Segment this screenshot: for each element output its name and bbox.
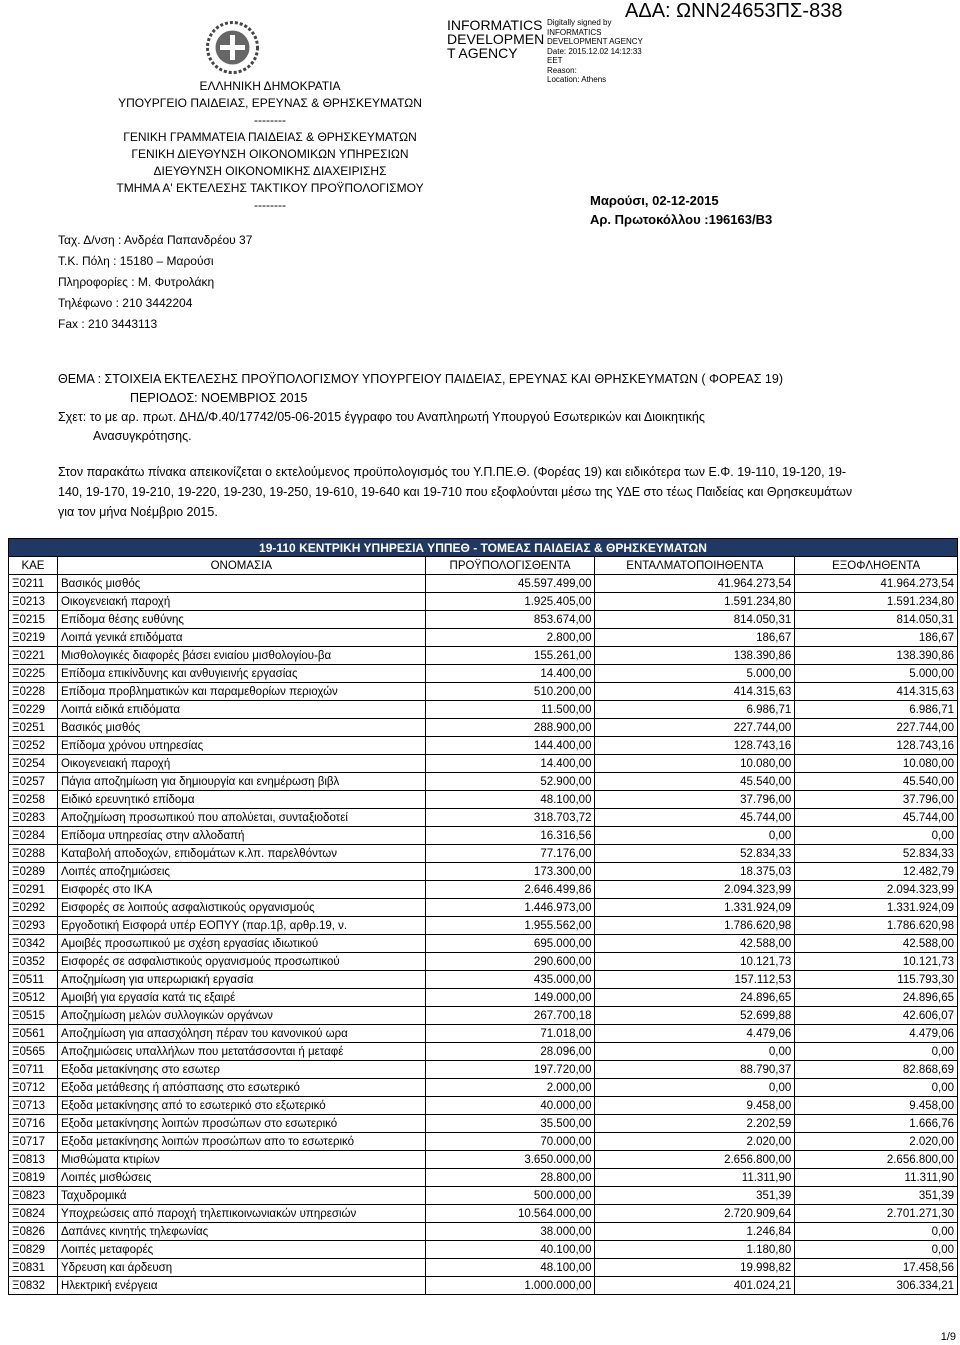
name-cell: Δαπάνες κινητής τηλεφωνίας (57, 1223, 425, 1241)
kae-cell: Ξ0561 (9, 1025, 58, 1043)
name-cell: Οικογενειακή παροχή (57, 593, 425, 611)
table-row (9, 701, 958, 719)
table-row (9, 1061, 958, 1079)
paid-cell: 1.591.234,80 (795, 593, 958, 611)
budgeted-cell: 28.096,00 (425, 1043, 595, 1061)
name-cell: Εξοδα μετάθεσης ή απόσπασης στο εσωτερικό (57, 1079, 425, 1097)
table-row (9, 1043, 958, 1061)
paid-cell: 45.744,00 (795, 809, 958, 827)
table-row (9, 989, 958, 1007)
table-row (9, 971, 958, 989)
paid-cell: 128.743,16 (795, 737, 958, 755)
document-date: Μαρούσι, 02-12-2015 (590, 193, 719, 208)
kae-cell: Ξ0211 (9, 575, 58, 593)
table-row (9, 809, 958, 827)
warranted-cell: 157.112,53 (595, 971, 795, 989)
paid-cell: 1.786.620,98 (795, 917, 958, 935)
table-row (9, 647, 958, 665)
paid-cell: 0,00 (795, 1079, 958, 1097)
budgeted-cell: 318.703,72 (425, 809, 595, 827)
warranted-cell: 52.699,88 (595, 1007, 795, 1025)
paid-cell: 0,00 (795, 1223, 958, 1241)
kae-cell: Ξ0717 (9, 1133, 58, 1151)
table-row (9, 1079, 958, 1097)
name-cell: Πάγια αποζημίωση για δημιουργία και ενημέρωση βιβλ (57, 773, 425, 791)
budgeted-cell: 1.446.973,00 (425, 899, 595, 917)
budgeted-cell: 149.000,00 (425, 989, 595, 1007)
org-line: ΕΛΛΗΝΙΚΗ ΔΗΜΟΚΡΑΤΙΑ (199, 79, 341, 93)
kae-cell: Ξ0716 (9, 1115, 58, 1133)
warranted-cell: 41.964.273,54 (595, 575, 795, 593)
kae-cell: Ξ0826 (9, 1223, 58, 1241)
warranted-cell: 0,00 (595, 1079, 795, 1097)
warranted-cell: 11.311,90 (595, 1169, 795, 1187)
budgeted-cell: 2.646.499,86 (425, 881, 595, 899)
table-row (9, 899, 958, 917)
name-cell: Εξοδα μετακίνησης λοιπών προσώπων απο το εσωτερικό (57, 1133, 425, 1151)
budgeted-cell: 11.500,00 (425, 701, 595, 719)
kae-cell: Ξ0293 (9, 917, 58, 935)
name-cell: Αποζημίωση προσωπικού που απολύεται, συνταξιοδοτεί (57, 809, 425, 827)
paid-cell: 2.656.800,00 (795, 1151, 958, 1169)
contact-line: Τ.Κ. Πόλη : 15180 – Μαρούσι (58, 254, 214, 268)
greek-emblem-icon (205, 20, 260, 75)
budgeted-cell: 290.600,00 (425, 953, 595, 971)
signature-line: Digitally signed by (547, 18, 612, 27)
kae-cell: Ξ0824 (9, 1205, 58, 1223)
contact-line: Ταχ. Δ/νση : Ανδρέα Παπανδρέου 37 (58, 233, 253, 247)
warranted-cell: 6.986,71 (595, 701, 795, 719)
paid-cell: 306.334,21 (795, 1277, 958, 1295)
table-row (9, 1115, 958, 1133)
budgeted-cell: 853.674,00 (425, 611, 595, 629)
kae-cell: Ξ0712 (9, 1079, 58, 1097)
name-cell: Εξοδα μετακίνησης στο εσωτερ (57, 1061, 425, 1079)
col-header-kae: ΚΑΕ (9, 557, 58, 575)
paid-cell: 41.964.273,54 (795, 575, 958, 593)
table-row (9, 863, 958, 881)
name-cell: Επίδομα χρόνου υπηρεσίας (57, 737, 425, 755)
col-header-paid: ΕΞΟΦΛΗΘΕΝΤΑ (795, 557, 958, 575)
table-row (9, 1169, 958, 1187)
budget-table (8, 538, 958, 1295)
table-row (9, 755, 958, 773)
paid-cell: 10.121,73 (795, 953, 958, 971)
paid-cell: 351,39 (795, 1187, 958, 1205)
kae-cell: Ξ0254 (9, 755, 58, 773)
budgeted-cell: 40.100,00 (425, 1241, 595, 1259)
budgeted-cell: 16.316,56 (425, 827, 595, 845)
kae-cell: Ξ0819 (9, 1169, 58, 1187)
budgeted-cell: 1.925.405,00 (425, 593, 595, 611)
name-cell: Αποζημιώσεις υπαλλήλων που μετατάσσονται ή μεταφέ (57, 1043, 425, 1061)
warranted-cell: 1.246,84 (595, 1223, 795, 1241)
name-cell: Λοιπά γενικά επιδόματα (57, 629, 425, 647)
table-row (9, 1025, 958, 1043)
paid-cell: 12.482,79 (795, 863, 958, 881)
name-cell: Λοιπές μεταφορές (57, 1241, 425, 1259)
name-cell: Οικογενειακή παροχή (57, 755, 425, 773)
kae-cell: Ξ0565 (9, 1043, 58, 1061)
kae-cell: Ξ0832 (9, 1277, 58, 1295)
budgeted-cell: 70.000,00 (425, 1133, 595, 1151)
paid-cell: 0,00 (795, 827, 958, 845)
paid-cell: 42.606,07 (795, 1007, 958, 1025)
org-line: ΥΠΟΥΡΓΕΙΟ ΠΑΙΔΕΙΑΣ, ΕΡΕΥΝΑΣ & ΘΡΗΣΚΕΥΜΑΤΩΝ (118, 96, 422, 110)
warranted-cell: 2.720.909,64 (595, 1205, 795, 1223)
table-row (9, 1259, 958, 1277)
col-header-warranted: ΕΝΤΑΛΜΑΤΟΠΟΙΗΘΕΝΤΑ (595, 557, 795, 575)
kae-cell: Ξ0258 (9, 791, 58, 809)
table-row (9, 827, 958, 845)
warranted-cell: 1.180,80 (595, 1241, 795, 1259)
warranted-cell: 88.790,37 (595, 1061, 795, 1079)
name-cell: Αμοιβές προσωπικού με σχέση εργασίας ιδιωτικού (57, 935, 425, 953)
subject-line: ΘΕΜΑ : ΣΤΟΙΧΕΙΑ ΕΚΤΕΛΕΣΗΣ ΠΡΟΫΠΟΛΟΓΙΣΜΟΥ ΥΠΟΥΡΓΕΙΟΥ ΠΑΙΔΕΙΑΣ, ΕΡΕΥΝΑΣ ΚΑΙ ΘΡΗΣΚΕΥΜΑΤΩΝ ( ΦΟΡΕΑΣ 19) (58, 372, 783, 386)
warranted-cell: 2.202,59 (595, 1115, 795, 1133)
warranted-cell: 2.094.323,99 (595, 881, 795, 899)
name-cell: Μισθολογικές διαφορές βάσει ενιαίου μισθολογίου-βα (57, 647, 425, 665)
paid-cell: 82.868,69 (795, 1061, 958, 1079)
subject-reference: Σχετ: το με αρ. πρωτ. ΔΗΔ/Φ.40/17742/05-06-2015 έγγραφο του Αναπληρωτή Υπουργού Εσωτερικών και Διοικητικής (58, 410, 705, 424)
warranted-cell: 45.540,00 (595, 773, 795, 791)
budgeted-cell: 48.100,00 (425, 791, 595, 809)
kae-cell: Ξ0215 (9, 611, 58, 629)
warranted-cell: 37.796,00 (595, 791, 795, 809)
table-row (9, 1007, 958, 1025)
name-cell: Εξοδα μετακίνησης από το εσωτερικό στο εξωτερικό (57, 1097, 425, 1115)
paid-cell: 6.986,71 (795, 701, 958, 719)
warranted-cell: 1.331.924,09 (595, 899, 795, 917)
table-row (9, 773, 958, 791)
name-cell: Λοιπά ειδικά επιδόματα (57, 701, 425, 719)
org-line: ΔΙΕΥΘΥΝΣΗ ΟΙΚΟΝΟΜΙΚΗΣ ΔΙΑΧΕΙΡΙΣΗΣ (153, 164, 387, 178)
kae-cell: Ξ0219 (9, 629, 58, 647)
org-line: -------- (254, 198, 286, 212)
table-row (9, 845, 958, 863)
budgeted-cell: 28.800,00 (425, 1169, 595, 1187)
paid-cell: 227.744,00 (795, 719, 958, 737)
kae-cell: Ξ0225 (9, 665, 58, 683)
budgeted-cell: 38.000,00 (425, 1223, 595, 1241)
kae-cell: Ξ0288 (9, 845, 58, 863)
kae-cell: Ξ0228 (9, 683, 58, 701)
table-row (9, 1277, 958, 1295)
name-cell: Λοιπές αποζημιώσεις (57, 863, 425, 881)
paid-cell: 42.588,00 (795, 935, 958, 953)
name-cell: Εξοδα μετακίνησης λοιπών προσώπων στο εσωτερικό (57, 1115, 425, 1133)
table-title: 19-110 ΚΕΝΤΡΙΚΗ ΥΠΗΡΕΣΙΑ ΥΠΠΕΘ - ΤΟΜΕΑΣ ΠΑΙΔΕΙΑΣ & ΘΡΗΣΚΕΥΜΑΤΩΝ (9, 539, 958, 557)
warranted-cell: 128.743,16 (595, 737, 795, 755)
kae-cell: Ξ0713 (9, 1097, 58, 1115)
warranted-cell: 414.315,63 (595, 683, 795, 701)
kae-cell: Ξ0284 (9, 827, 58, 845)
budgeted-cell: 435.000,00 (425, 971, 595, 989)
contact-line: Fax : 210 3443113 (58, 317, 158, 331)
budgeted-cell: 3.650.000,00 (425, 1151, 595, 1169)
page-number: 1/9 (940, 1331, 956, 1343)
paid-cell: 9.458,00 (795, 1097, 958, 1115)
name-cell: Εισφορές σε λοιπούς ασφαλιστικούς οργανισμούς (57, 899, 425, 917)
warranted-cell: 138.390,86 (595, 647, 795, 665)
col-header-name: ΟΝΟΜΑΣΙΑ (57, 557, 425, 575)
warranted-cell: 0,00 (595, 1043, 795, 1061)
warranted-cell: 814.050,31 (595, 611, 795, 629)
table-row (9, 917, 958, 935)
agency-line: DEVELOPMEN (447, 31, 545, 47)
warranted-cell: 52.834,33 (595, 845, 795, 863)
name-cell: Εργοδοτική Εισφορά υπέρ ΕΟΠΥΥ (παρ.1β, αρθρ.19, ν. (57, 917, 425, 935)
budgeted-cell: 48.100,00 (425, 1259, 595, 1277)
name-cell: Λοιπές μισθώσεις (57, 1169, 425, 1187)
paid-cell: 2.094.323,99 (795, 881, 958, 899)
kae-cell: Ξ0829 (9, 1241, 58, 1259)
subject-period: ΠΕΡΙΟΔΟΣ: ΝΟΕΜΒΡΙΟΣ 2015 (130, 391, 308, 405)
kae-cell: Ξ0283 (9, 809, 58, 827)
name-cell: Επίδομα επικίνδυνης και ανθυγιεινής εργασίας (57, 665, 425, 683)
kae-cell: Ξ0511 (9, 971, 58, 989)
org-line: ΓΕΝΙΚΗ ΔΙΕΥΘΥΝΣΗ ΟΙΚΟΝΟΜΙΚΩΝ ΥΠΗΡΕΣΙΩΝ (131, 147, 409, 161)
paid-cell: 5.000,00 (795, 665, 958, 683)
org-line: ΤΜΗΜΑ Α' ΕΚΤΕΛΕΣΗΣ ΤΑΚΤΙΚΟΥ ΠΡΟΫΠΟΛΟΓΙΣΜΟΥ (116, 181, 424, 195)
digital-signature (547, 18, 643, 85)
paid-cell: 4.479,06 (795, 1025, 958, 1043)
budgeted-cell: 510.200,00 (425, 683, 595, 701)
name-cell: Επίδομα προβληματικών και παραμεθορίων περιοχών (57, 683, 425, 701)
table-row (9, 935, 958, 953)
kae-cell: Ξ0342 (9, 935, 58, 953)
warranted-cell: 227.744,00 (595, 719, 795, 737)
intro-line: για τον μήνα Νοέμβριο 2015. (58, 505, 218, 519)
warranted-cell: 4.479,06 (595, 1025, 795, 1043)
kae-cell: Ξ0289 (9, 863, 58, 881)
table-row (9, 1133, 958, 1151)
kae-cell: Ξ0823 (9, 1187, 58, 1205)
signature-line: INFORMATICS (547, 27, 602, 37)
warranted-cell: 9.458,00 (595, 1097, 795, 1115)
contact-block (58, 230, 252, 335)
budgeted-cell: 695.000,00 (425, 935, 595, 953)
budgeted-cell: 267.700,18 (425, 1007, 595, 1025)
org-header (95, 78, 445, 214)
paid-cell: 10.080,00 (795, 755, 958, 773)
paid-cell: 186,67 (795, 629, 958, 647)
kae-cell: Ξ0229 (9, 701, 58, 719)
kae-cell: Ξ0251 (9, 719, 58, 737)
signature-line: DEVELOPMENT AGENCY (547, 37, 643, 46)
budgeted-cell: 2.000,00 (425, 1079, 595, 1097)
kae-cell: Ξ0352 (9, 953, 58, 971)
paid-cell: 414.315,63 (795, 683, 958, 701)
name-cell: Βασικός μισθός (57, 575, 425, 593)
warranted-cell: 1.786.620,98 (595, 917, 795, 935)
intro-line: 140, 19-170, 19-210, 19-220, 19-230, 19-250, 19-610, 19-640 και 19-710 που εξοφλούνται μέσω της ΥΔΕ στο τέως Παιδείας και Θρησκευμάτων (58, 485, 853, 499)
budgeted-cell: 77.176,00 (425, 845, 595, 863)
signing-agency (447, 18, 547, 60)
kae-cell: Ξ0252 (9, 737, 58, 755)
budgeted-cell: 155.261,00 (425, 647, 595, 665)
name-cell: Ταχυδρομικά (57, 1187, 425, 1205)
kae-cell: Ξ0512 (9, 989, 58, 1007)
warranted-cell: 45.744,00 (595, 809, 795, 827)
contact-line: Τηλέφωνο : 210 3442204 (58, 296, 193, 310)
table-row (9, 737, 958, 755)
kae-cell: Ξ0711 (9, 1061, 58, 1079)
kae-cell: Ξ0292 (9, 899, 58, 917)
paid-cell: 52.834,33 (795, 845, 958, 863)
budgeted-cell: 45.597.499,00 (425, 575, 595, 593)
kae-cell: Ξ0221 (9, 647, 58, 665)
paid-cell: 37.796,00 (795, 791, 958, 809)
warranted-cell: 351,39 (595, 1187, 795, 1205)
protocol-number: Αρ. Πρωτοκόλλου :196163/Β3 (590, 212, 773, 227)
budgeted-cell: 288.900,00 (425, 719, 595, 737)
budgeted-cell: 14.400,00 (425, 665, 595, 683)
budgeted-cell: 40.000,00 (425, 1097, 595, 1115)
name-cell: Ηλεκτρική ενέργεια (57, 1277, 425, 1295)
name-cell: Αποζημίωση για υπερωριακή εργασία (57, 971, 425, 989)
table-row (9, 1205, 958, 1223)
table-row (9, 683, 958, 701)
name-cell: Βασικός μισθός (57, 719, 425, 737)
org-line: ΓΕΝΙΚΗ ΓΡΑΜΜΑΤΕΙΑ ΠΑΙΔΕΙΑΣ & ΘΡΗΣΚΕΥΜΑΤΩΝ (123, 130, 417, 144)
warranted-cell: 5.000,00 (595, 665, 795, 683)
table-row (9, 881, 958, 899)
kae-cell: Ξ0831 (9, 1259, 58, 1277)
subject-reference-cont: Ανασυγκρότησης. (93, 429, 192, 443)
paid-cell: 2.020,00 (795, 1133, 958, 1151)
table-row (9, 593, 958, 611)
table-row (9, 1241, 958, 1259)
warranted-cell: 18.375,03 (595, 863, 795, 881)
budgeted-cell: 10.564.000,00 (425, 1205, 595, 1223)
warranted-cell: 0,00 (595, 827, 795, 845)
name-cell: Μισθώματα κτιρίων (57, 1151, 425, 1169)
paid-cell: 814.050,31 (795, 611, 958, 629)
budgeted-cell: 500.000,00 (425, 1187, 595, 1205)
paid-cell: 115.793,30 (795, 971, 958, 989)
paid-cell: 24.896,65 (795, 989, 958, 1007)
kae-cell: Ξ0515 (9, 1007, 58, 1025)
table-row (9, 629, 958, 647)
budgeted-cell: 197.720,00 (425, 1061, 595, 1079)
name-cell: Ειδικό ερευνητικό επίδομα (57, 791, 425, 809)
name-cell: Υδρευση και άρδευση (57, 1259, 425, 1277)
ada-code: ΑΔΑ: ΩΝΝ24653ΠΣ-838 (625, 0, 843, 22)
table-row (9, 719, 958, 737)
warranted-cell: 2.020,00 (595, 1133, 795, 1151)
kae-cell: Ξ0813 (9, 1151, 58, 1169)
budgeted-cell: 52.900,00 (425, 773, 595, 791)
name-cell: Επίδομα υπηρεσίας στην αλλοδαπή (57, 827, 425, 845)
warranted-cell: 42.588,00 (595, 935, 795, 953)
name-cell: Αμοιβή για εργασία κατά τις εξαιρέ (57, 989, 425, 1007)
paid-cell: 11.311,90 (795, 1169, 958, 1187)
name-cell: Καταβολή αποδοχών, επιδομάτων κ.λπ. παρελθόντων (57, 845, 425, 863)
name-cell: Υποχρεώσεις από παροχή τηλεπικοινωνιακών υπηρεσιών (57, 1205, 425, 1223)
budgeted-cell: 14.400,00 (425, 755, 595, 773)
org-line: -------- (254, 113, 286, 127)
warranted-cell: 401.024,21 (595, 1277, 795, 1295)
kae-cell: Ξ0257 (9, 773, 58, 791)
paid-cell: 0,00 (795, 1241, 958, 1259)
paid-cell: 138.390,86 (795, 647, 958, 665)
table-row (9, 1187, 958, 1205)
contact-line: Πληροφορίες : Μ. Φυτρολάκη (58, 275, 215, 289)
paid-cell: 1.331.924,09 (795, 899, 958, 917)
name-cell: Επίδομα θέσης ευθύνης (57, 611, 425, 629)
warranted-cell: 2.656.800,00 (595, 1151, 795, 1169)
paid-cell: 1.666,76 (795, 1115, 958, 1133)
col-header-budgeted: ΠΡΟΫΠΟΛΟΓΙΣΘΕΝΤΑ (425, 557, 595, 575)
budgeted-cell: 35.500,00 (425, 1115, 595, 1133)
warranted-cell: 10.121,73 (595, 953, 795, 971)
warranted-cell: 19.998,82 (595, 1259, 795, 1277)
signature-line: Reason: (547, 65, 577, 75)
table-row (9, 953, 958, 971)
signature-line: Date: 2015.12.02 14:12:33 (547, 46, 642, 56)
signature-line: EET (547, 56, 563, 65)
table-row (9, 1223, 958, 1241)
signature-line: Location: Athens (547, 75, 607, 84)
table-row (9, 791, 958, 809)
warranted-cell: 1.591.234,80 (595, 593, 795, 611)
name-cell: Αποζημίωση μελών συλλογικών οργάνων (57, 1007, 425, 1025)
table-row (9, 1151, 958, 1169)
paid-cell: 0,00 (795, 1043, 958, 1061)
budgeted-cell: 173.300,00 (425, 863, 595, 881)
table-row (9, 575, 958, 593)
warranted-cell: 186,67 (595, 629, 795, 647)
paid-cell: 2.701.271,30 (795, 1205, 958, 1223)
table-row (9, 665, 958, 683)
name-cell: Αποζημίωση για απασχόληση πέραν του κανονικού ωρα (57, 1025, 425, 1043)
budgeted-cell: 2.800,00 (425, 629, 595, 647)
budgeted-cell: 1.955.562,00 (425, 917, 595, 935)
table-row (9, 1097, 958, 1115)
agency-line: T AGENCY (447, 45, 518, 61)
table-row (9, 611, 958, 629)
paid-cell: 45.540,00 (795, 773, 958, 791)
agency-line: INFORMATICS (447, 17, 543, 33)
name-cell: Εισφορές σε ασφαλιστικούς οργανισμούς προσωπικού (57, 953, 425, 971)
budgeted-cell: 71.018,00 (425, 1025, 595, 1043)
kae-cell: Ξ0291 (9, 881, 58, 899)
kae-cell: Ξ0213 (9, 593, 58, 611)
name-cell: Εισφορές στο ΙΚΑ (57, 881, 425, 899)
warranted-cell: 10.080,00 (595, 755, 795, 773)
paid-cell: 17.458,56 (795, 1259, 958, 1277)
budgeted-cell: 144.400,00 (425, 737, 595, 755)
warranted-cell: 24.896,65 (595, 989, 795, 1007)
intro-line: Στον παρακάτω πίνακα απεικονίζεται ο εκτελούμενος προϋπολογισμός του Υ.Π.ΠΕ.Θ. (Φορέας 19) και ειδικότερα των Ε.Φ. 19-110, 19-120, 19- (58, 465, 847, 479)
budgeted-cell: 1.000.000,00 (425, 1277, 595, 1295)
